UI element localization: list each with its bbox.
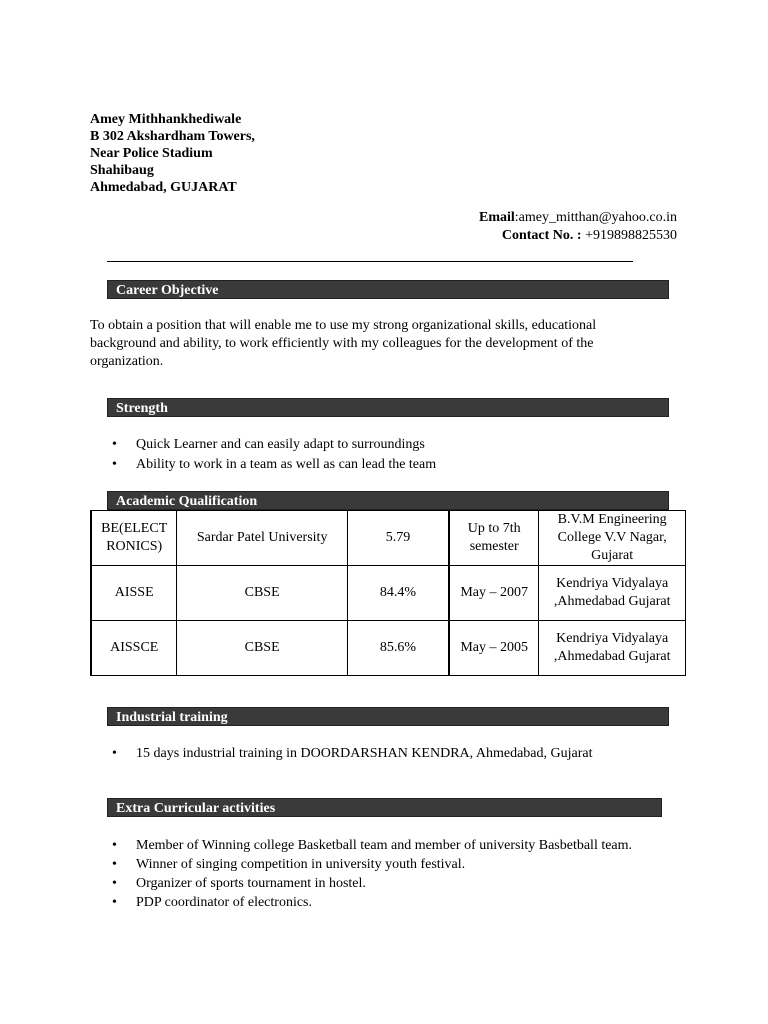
list-item: • Ability to work in a team as well as can lead the team xyxy=(90,455,436,475)
section-heading-career-objective: Career Objective xyxy=(107,280,669,299)
section-heading-industrial-training: Industrial training xyxy=(107,707,669,726)
contact-label: Contact No. : xyxy=(501,228,582,243)
table-cell: CBSE xyxy=(177,621,347,676)
list-item: • PDP coordinator of electronics. xyxy=(90,893,632,912)
table-cell: May – 2005 xyxy=(449,621,539,676)
table-cell: 85.6% xyxy=(347,621,449,676)
table-cell: AISSCE xyxy=(91,621,177,676)
table-cell: Kendriya Vidyalaya ,Ahmedabad Gujarat xyxy=(539,621,686,676)
table-cell: Up to 7th semester xyxy=(449,511,539,566)
table-cell: Sardar Patel University xyxy=(177,511,347,566)
extra-curricular-list xyxy=(90,836,632,912)
table-cell: 84.4% xyxy=(347,566,449,621)
applicant-name: Amey Mithhankhediwale xyxy=(90,112,242,127)
list-item: • Organizer of sports tournament in hostel. xyxy=(90,874,632,893)
header-divider xyxy=(107,261,633,262)
address-line: Ahmedabad, GUJARAT xyxy=(90,180,237,195)
list-item: • Member of Winning college Basketball team and member of university Basbetball team. xyxy=(90,836,632,855)
contact-line xyxy=(479,227,677,245)
list-item: • Quick Learner and can easily adapt to surroundings xyxy=(90,435,436,455)
section-heading-strength: Strength xyxy=(107,398,669,417)
email-line xyxy=(479,209,677,227)
list-item: • Winner of singing competition in university youth festival. xyxy=(90,855,632,874)
strength-list xyxy=(90,435,436,475)
email-label: Email xyxy=(479,210,515,225)
section-heading-extra-curricular: Extra Curricular activities xyxy=(107,798,662,817)
academic-table xyxy=(90,510,686,676)
table-cell: May – 2007 xyxy=(449,566,539,621)
section-heading-academic-qualification: Academic Qualification xyxy=(107,491,669,510)
contact-value: +919898825530 xyxy=(581,228,677,243)
table-cell: Kendriya Vidyalaya ,Ahmedabad Gujarat xyxy=(539,566,686,621)
table-cell: BE(ELECT RONICS) xyxy=(91,511,177,566)
table-row xyxy=(91,511,686,566)
email-value[interactable]: :amey_mitthan@yahoo.co.in xyxy=(514,210,677,225)
table-row xyxy=(91,621,686,676)
table-row xyxy=(91,566,686,621)
contact-block xyxy=(479,209,677,245)
table-cell: 5.79 xyxy=(347,511,449,566)
industrial-training-list xyxy=(90,744,593,764)
address-line: B 302 Akshardham Towers, xyxy=(90,129,255,144)
address-line: Shahibaug xyxy=(90,163,154,178)
table-cell: B.V.M Engineering College V.V Nagar, Gujarat xyxy=(539,511,686,566)
career-objective-text: To obtain a position that will enable me to use my strong organizational skills, educational background and ability, to work efficiently with my colleagues for the development of the organization. xyxy=(90,318,597,369)
table-cell: AISSE xyxy=(91,566,177,621)
address-line: Near Police Stadium xyxy=(90,146,213,161)
list-item: • 15 days industrial training in DOORDARSHAN KENDRA, Ahmedabad, Gujarat xyxy=(90,744,593,764)
address-block xyxy=(90,111,255,196)
table-cell: CBSE xyxy=(177,566,347,621)
